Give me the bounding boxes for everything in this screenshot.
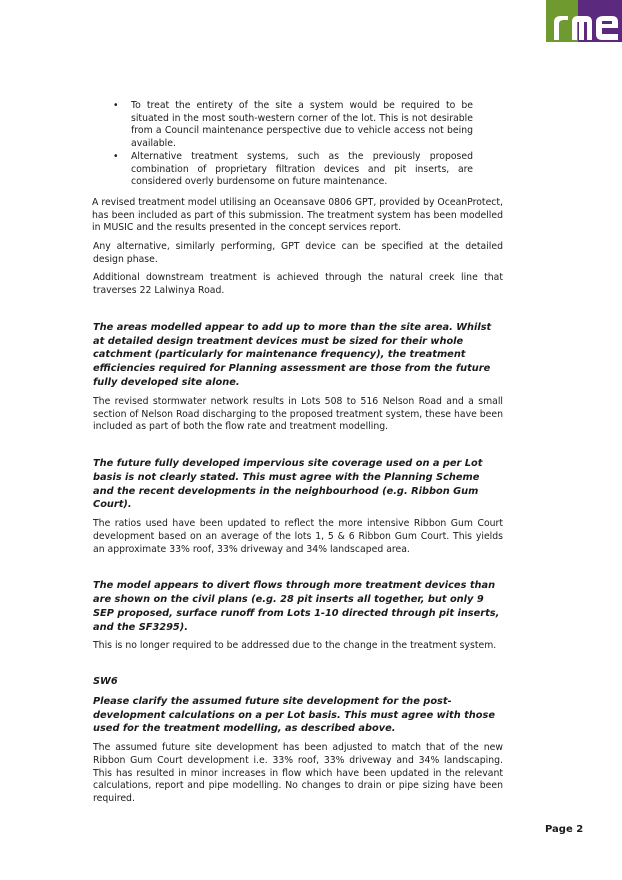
question-text: The model appears to divert flows through more treatment devices than are shown on the civil plans (e.g. 28 pit inserts all together, but only 9 SEP proposed, surface runoff from Lots 1-10 directed through pit inserts, and the SF3295).: [93, 580, 500, 633]
paragraph: A revised treatment model utilising an Oceansave 0806 GPT, provided by OceanProtect, has been included as part of this submission. The treatment system has been modelled in MUSIC and the results presented in the concept services report.: [92, 196, 503, 234]
question-text: The future fully developed impervious site coverage used on a per Lot basis is not clearly stated. This must agree with the Planning Scheme and the recent developments in the neighbourhood (e.g. Ribbon Gum Court).: [93, 457, 483, 511]
question-text: The areas modelled appear to add up to more than the site area. Whilst at detailed design treatment devices must be sized for their whole catchment (particularly for maintenance frequency), the treatment efficiencies required for Planning assessment are those from the future fully developed site alone.: [93, 321, 492, 389]
answer-text: The revised stormwater network results in Lots 508 to 516 Nelson Road and a small section of Nelson Road discharging to the proposed treatment system, these have been included as part of both the flow rate and treatment modelling.: [93, 395, 503, 433]
answer-text: This is no longer required to be addressed due to the change in the treatment system.: [93, 640, 497, 652]
list-item: • Alternative treatment systems, such as the previously proposed combination of proprietary filtration devices and pit inserts, are considered overly burdensome on future maintenance.: [93, 151, 503, 189]
bullet-list: [93, 100, 503, 189]
page-number: Page 2: [545, 824, 584, 835]
document-body: [93, 100, 503, 806]
answer-text: The ratios used have been updated to reflect the more intensive Ribbon Gum Court development based on an average of the lots 1, 5 & 6 Ribbon Gum Court. This yields an approximate 33% roof, 33% driveway and 34% landscaped area.: [93, 518, 503, 555]
list-item: • To treat the entirety of the site a system would be required to be situated in the most south-western corner of the lot. This is not desirable from a Council maintenance perspective due to vehicle access not being available.: [93, 100, 503, 151]
answer-text: The assumed future site development has been adjusted to match that of the new Ribbon Gum Court development i.e. 33% roof, 33% driveway and 34% landscaping. This has resulted in minor increases in flow which have been updated in the relevant calculations, report and pipe modelling. No changes to drain or pipe sizing have been required.: [93, 742, 503, 805]
question-text: Please clarify the assumed future site development for the post-development calculations on a per Lot basis. This must agree with those used for the treatment modelling, as described above.: [93, 695, 495, 735]
company-logo: [546, 0, 622, 42]
section-heading: SW6: [93, 676, 118, 688]
paragraph: Any alternative, similarly performing, GPT device can be specified at the detailed design phase.: [93, 241, 503, 265]
paragraph: Additional downstream treatment is achieved through the natural creek line that traverses 22 Lalwinya Road.: [93, 272, 503, 297]
